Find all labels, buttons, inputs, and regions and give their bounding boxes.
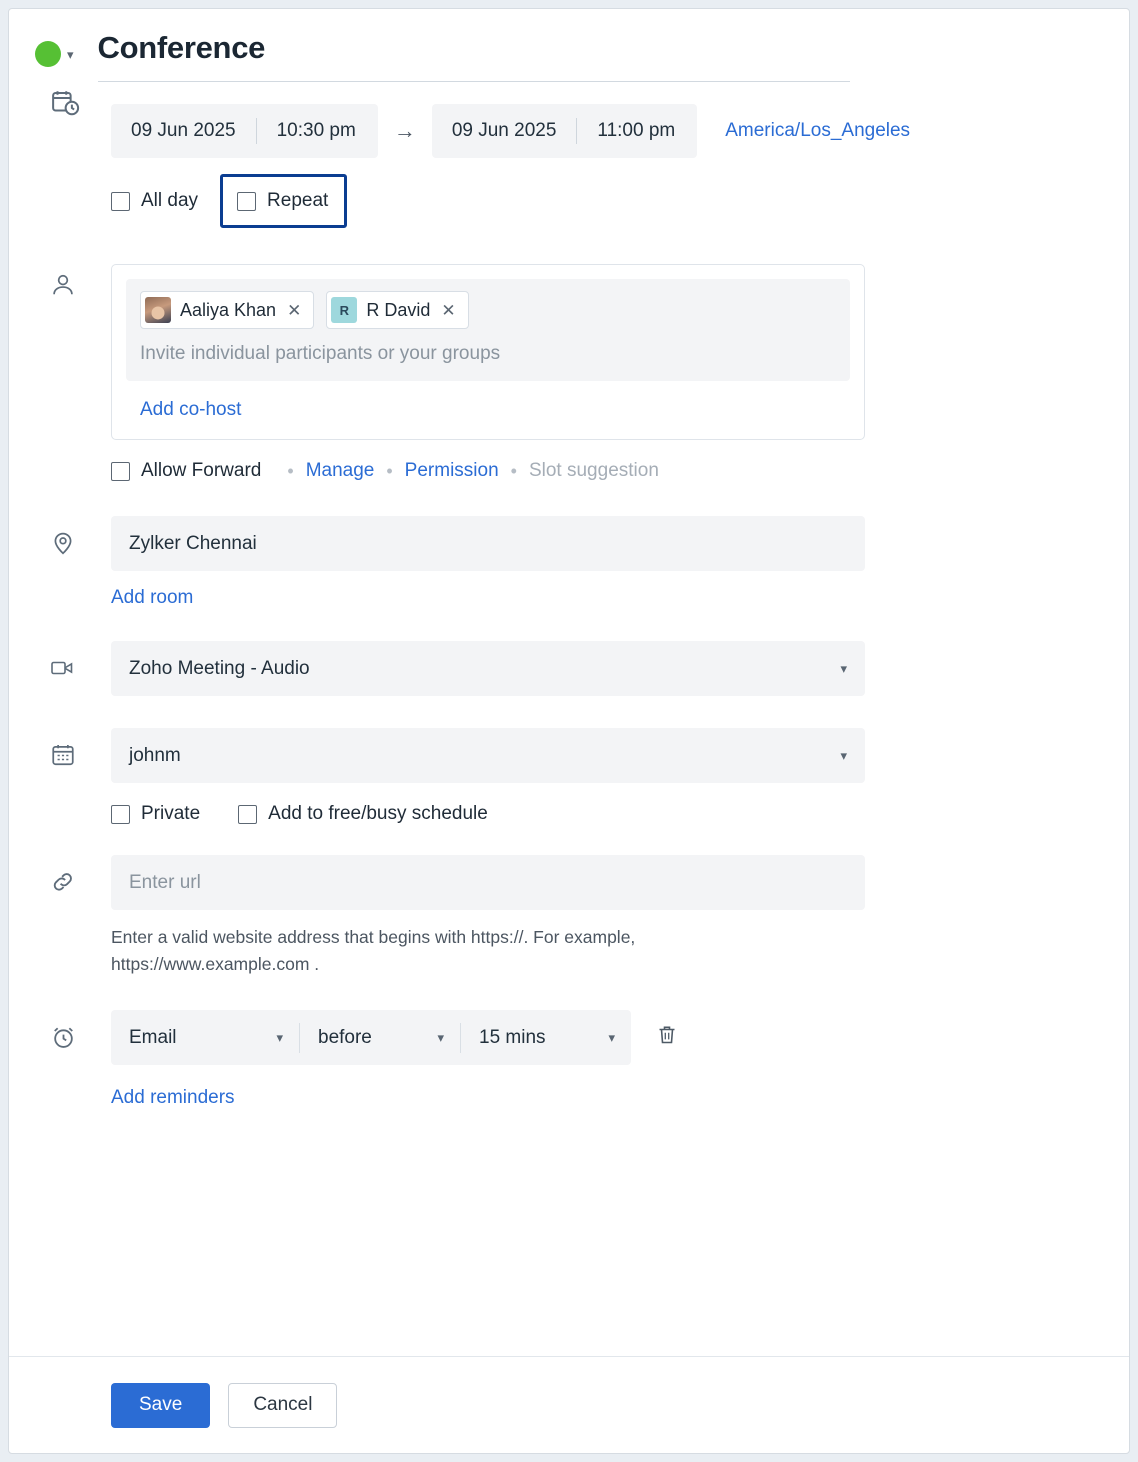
- conferencing-select[interactable]: [111, 641, 865, 696]
- participant-chips: [140, 291, 836, 329]
- add-reminders-link[interactable]: Add reminders: [111, 1087, 235, 1109]
- calendar-select[interactable]: [111, 728, 865, 783]
- event-color-dot[interactable]: [35, 41, 61, 67]
- participants-row: [9, 254, 1129, 482]
- checkbox-box[interactable]: [111, 192, 130, 211]
- repeat-label: Repeat: [267, 190, 329, 212]
- cancel-button[interactable]: Cancel: [228, 1383, 337, 1428]
- private-label: Private: [141, 803, 201, 825]
- range-arrow-icon: →: [393, 118, 416, 144]
- checkbox-box[interactable]: [238, 805, 257, 824]
- dot-separator: •: [287, 460, 294, 481]
- repeat-checkbox[interactable]: [237, 190, 328, 212]
- calendar-icon: [50, 742, 76, 825]
- calendar-options: [111, 803, 1101, 825]
- reminder-group: [111, 1010, 631, 1065]
- reminder-content: [111, 1010, 1101, 1109]
- save-button[interactable]: Save: [111, 1383, 210, 1428]
- start-datetime[interactable]: [111, 104, 378, 158]
- start-date-field[interactable]: 09 Jun 2025: [131, 120, 236, 142]
- trash-icon[interactable]: [655, 1023, 679, 1052]
- manage-link[interactable]: Manage: [305, 460, 375, 482]
- end-date-field[interactable]: 09 Jun 2025: [451, 120, 557, 142]
- datetime-controls: [111, 104, 1101, 158]
- repeat-highlight: [220, 174, 347, 228]
- reminder-controls: [111, 1010, 1101, 1065]
- calendar-clock-icon: [50, 88, 80, 228]
- chevron-down-icon[interactable]: ▾: [840, 660, 847, 676]
- dot-separator: •: [510, 460, 517, 481]
- free-busy-checkbox[interactable]: [238, 803, 488, 825]
- url-row: [9, 855, 1129, 978]
- participants-card: [111, 264, 865, 440]
- title-block: [98, 31, 1101, 82]
- link-icon: [50, 869, 76, 978]
- add-room-link[interactable]: Add room: [111, 587, 194, 609]
- timezone-link[interactable]: America/Los_Angeles: [725, 120, 911, 142]
- invite-area[interactable]: [126, 279, 850, 381]
- url-help-text: Enter a valid website address that begins with https://. For example, https://www.example.com .: [111, 927, 636, 975]
- reminder-row: [9, 1010, 1129, 1109]
- map-pin-icon: [50, 530, 76, 609]
- url-gutter: [35, 855, 111, 978]
- chevron-down-icon[interactable]: ▾: [276, 1029, 283, 1045]
- calendar-row: [9, 728, 1129, 825]
- event-editor-panel: [8, 8, 1130, 1454]
- all-day-checkbox[interactable]: [111, 190, 198, 212]
- conferencing-value: Zoho Meeting - Audio: [129, 657, 310, 679]
- reminder-offset-select[interactable]: [461, 1010, 631, 1065]
- calendar-value: johnm: [129, 744, 181, 766]
- remove-participant-icon[interactable]: ✕: [287, 300, 302, 320]
- reminder-type-value: Email: [129, 1026, 177, 1048]
- schedule-content: [111, 82, 1101, 228]
- schedule-row: [9, 82, 1129, 228]
- free-busy-label: Add to free/busy schedule: [268, 803, 488, 825]
- participant-options: [111, 460, 1101, 482]
- chevron-down-icon[interactable]: ▾: [67, 46, 74, 62]
- allow-forward-label: Allow Forward: [141, 460, 262, 482]
- reminder-type-select[interactable]: [111, 1010, 299, 1065]
- reminder-timing-value: before: [318, 1026, 372, 1048]
- reminder-offset-value: 15 mins: [479, 1026, 546, 1048]
- private-checkbox[interactable]: [111, 803, 200, 825]
- avatar: R: [331, 297, 357, 323]
- chevron-down-icon[interactable]: ▾: [437, 1029, 444, 1045]
- participant-name: Aaliya Khan: [180, 299, 277, 320]
- conferencing-content: [111, 641, 1101, 696]
- calendar-gutter: [35, 728, 111, 825]
- reminder-gutter: [35, 1010, 111, 1109]
- end-datetime[interactable]: [432, 104, 697, 158]
- person-icon: [50, 272, 76, 482]
- event-header: [9, 9, 1129, 82]
- location-input[interactable]: Zylker Chennai: [111, 516, 865, 571]
- checkbox-box[interactable]: [237, 192, 256, 211]
- end-time-field[interactable]: 11:00 pm: [597, 120, 676, 142]
- start-time-field[interactable]: 10:30 pm: [276, 120, 356, 142]
- participant-name: R David: [366, 299, 431, 320]
- checkbox-box[interactable]: [111, 805, 130, 824]
- page-title[interactable]: Conference: [97, 30, 266, 65]
- participant-chip[interactable]: [140, 291, 314, 329]
- url-input[interactable]: Enter url: [111, 855, 865, 910]
- event-color-picker[interactable]: [35, 41, 74, 67]
- dot-separator: •: [386, 460, 393, 481]
- schedule-gutter: [35, 82, 111, 228]
- conferencing-row: [9, 641, 1129, 696]
- chevron-down-icon[interactable]: ▾: [840, 747, 847, 763]
- participants-gutter: [35, 254, 111, 482]
- permission-link[interactable]: Permission: [404, 460, 499, 482]
- all-day-label: All day: [141, 190, 199, 212]
- url-content: [111, 855, 1101, 978]
- participants-content: [111, 254, 1101, 482]
- add-cohost-link[interactable]: Add co-host: [140, 399, 242, 421]
- alarm-clock-icon: [50, 1024, 77, 1109]
- allow-forward-checkbox[interactable]: [111, 460, 261, 482]
- conferencing-gutter: [35, 641, 111, 696]
- location-gutter: [35, 516, 111, 609]
- invite-input[interactable]: Invite individual participants or your groups: [140, 343, 501, 365]
- schedule-options: [111, 174, 1101, 228]
- calendar-content: [111, 728, 1101, 825]
- video-camera-icon: [50, 657, 78, 696]
- slot-suggestion-link: Slot suggestion: [528, 460, 659, 482]
- location-content: [111, 516, 1101, 609]
- remove-participant-icon[interactable]: ✕: [441, 300, 456, 320]
- participant-chip[interactable]: [326, 291, 468, 329]
- reminder-timing-select[interactable]: [300, 1010, 460, 1065]
- checkbox-box[interactable]: [111, 462, 130, 481]
- footer-actions: [9, 1357, 1129, 1453]
- chevron-down-icon[interactable]: ▾: [608, 1029, 615, 1045]
- location-row: [9, 516, 1129, 609]
- avatar: [145, 297, 171, 323]
